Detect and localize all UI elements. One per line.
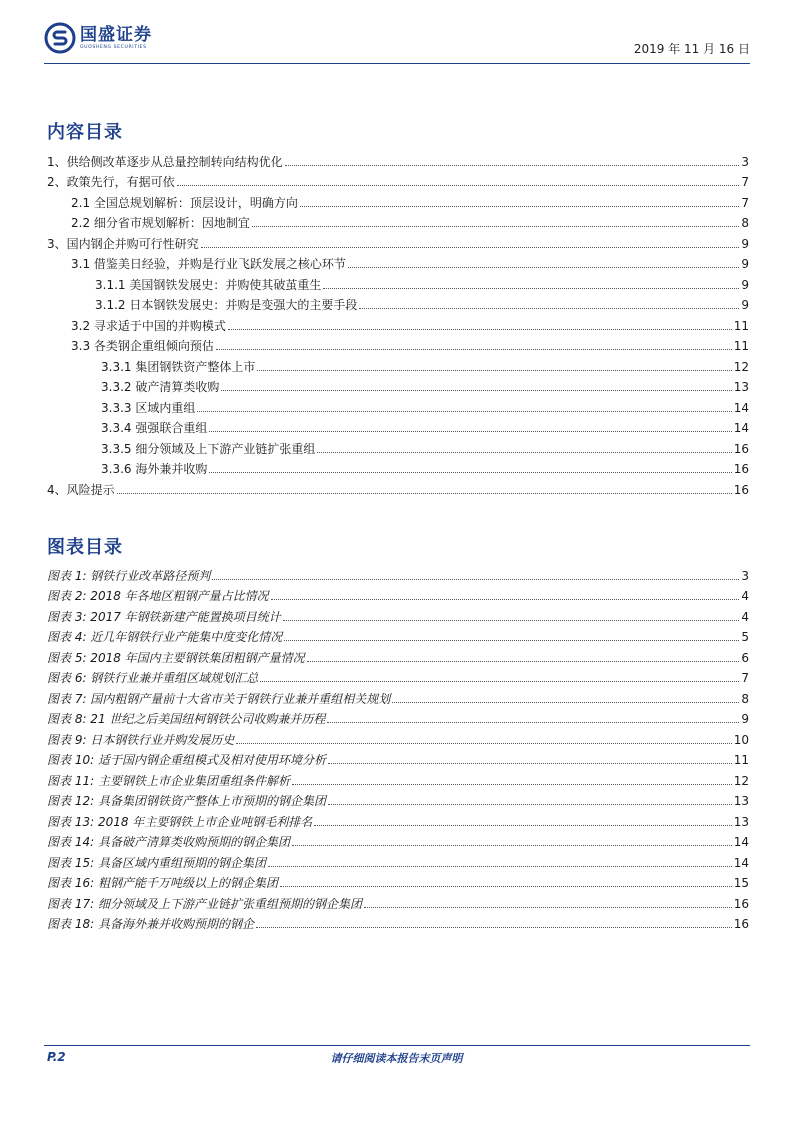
dot-leader bbox=[212, 579, 739, 580]
toc-entry-page: 7 bbox=[741, 195, 749, 210]
figure-entry-label: 图表 7: 国内粗钢产量前十大省市关于钢铁行业兼并重组相关规划 bbox=[47, 691, 391, 706]
figure-entry-label: 图表 11: 主要钢铁上市企业集团重组条件解析 bbox=[47, 773, 290, 788]
toc-entry-label: 3.2 寻求适于中国的并购模式 bbox=[71, 318, 226, 333]
toc-entry-label: 3.1.1 美国钢铁发展史：并购使其破茧重生 bbox=[95, 277, 322, 292]
toc-entry[interactable] bbox=[47, 292, 749, 313]
toc-entry[interactable] bbox=[47, 374, 749, 395]
dot-leader bbox=[348, 267, 739, 268]
toc-entry-page: 11 bbox=[733, 318, 749, 333]
figure-entry-page: 13 bbox=[733, 814, 749, 829]
dot-leader bbox=[328, 804, 732, 805]
dot-leader bbox=[283, 620, 740, 621]
figure-entry-label: 图表 2: 2018 年各地区粗钢产量占比情况 bbox=[47, 589, 269, 603]
toc-entry[interactable] bbox=[47, 394, 749, 415]
report-date: 2019 年 11 月 16 日 bbox=[633, 42, 750, 56]
dot-leader bbox=[292, 784, 732, 785]
figure-entry-label: 图表 8: 21 世纪之后美国纽柯钢铁公司收购兼并历程 bbox=[47, 712, 326, 726]
dot-leader bbox=[236, 743, 731, 744]
dot-leader bbox=[268, 866, 732, 867]
dot-leader bbox=[317, 452, 731, 453]
dot-leader bbox=[221, 390, 731, 391]
dot-leader bbox=[392, 702, 739, 703]
figure-entry[interactable] bbox=[47, 583, 749, 604]
toc-entry-label: 3.3.1 集团钢铁资产整体上市 bbox=[101, 359, 256, 374]
toc-entry-label: 2.1 全国总规划解析：顶层设计，明确方向 bbox=[71, 195, 298, 210]
toc-list bbox=[47, 148, 749, 497]
toc-entry[interactable] bbox=[47, 251, 749, 272]
dot-leader bbox=[285, 165, 740, 166]
figure-entry[interactable] bbox=[47, 685, 749, 706]
toc-entry-label: 3.1.2 日本钢铁发展史：并购是变强大的主要手段 bbox=[95, 298, 358, 312]
toc-entry-page: 8 bbox=[741, 216, 749, 230]
header-rule bbox=[44, 63, 750, 64]
figure-entry[interactable] bbox=[47, 562, 749, 583]
figure-entry[interactable] bbox=[47, 849, 749, 870]
figure-entry-page: 16 bbox=[733, 917, 749, 931]
logo-chinese-name: 国盛证券 bbox=[80, 24, 152, 45]
toc-entry-page: 9 bbox=[741, 277, 749, 292]
figure-entry-label: 图表 5: 2018 年国内主要钢铁集团粗钢产量情况 bbox=[47, 650, 305, 665]
toc-entry-page: 9 bbox=[741, 257, 749, 271]
toc-entry-page: 7 bbox=[741, 175, 749, 189]
dot-leader bbox=[252, 226, 739, 227]
toc-entry[interactable] bbox=[47, 312, 749, 333]
toc-entry[interactable] bbox=[47, 271, 749, 292]
toc-entry-label: 3.3.3 区域内重组 bbox=[101, 400, 196, 415]
figure-entry-label: 图表 16: 粗钢产能千万吨级以上的钢企集团 bbox=[47, 876, 278, 890]
figure-entry-page: 14 bbox=[733, 855, 749, 870]
toc-entry[interactable] bbox=[47, 189, 749, 210]
figure-entry[interactable] bbox=[47, 808, 749, 829]
figure-entry[interactable] bbox=[47, 603, 749, 624]
figure-entry-page: 8 bbox=[741, 691, 749, 706]
toc-entry-page: 9 bbox=[741, 298, 749, 312]
company-logo bbox=[44, 22, 152, 54]
toc-entry-page: 12 bbox=[733, 359, 749, 374]
figure-entry-label: 图表 13: 2018 年主要钢铁上市企业吨钢毛利排名 bbox=[47, 814, 313, 829]
dot-leader bbox=[197, 411, 731, 412]
dot-leader bbox=[323, 288, 739, 289]
dot-leader bbox=[280, 886, 732, 887]
toc-entry-label: 3.3.6 海外兼并收购 bbox=[101, 462, 208, 476]
figure-entry-label: 图表 1: 钢铁行业改革路径预判 bbox=[47, 568, 211, 583]
page-number: P.2 bbox=[47, 1050, 66, 1064]
toc-entry-page: 9 bbox=[741, 236, 749, 251]
figure-entry[interactable] bbox=[47, 767, 749, 788]
figure-entry-page: 11 bbox=[733, 753, 749, 767]
toc-entry-page: 13 bbox=[733, 380, 749, 394]
figure-entry-label: 图表 12: 具备集团钢铁资产整体上市预期的钢企集团 bbox=[47, 794, 326, 808]
toc-entry-page: 16 bbox=[733, 441, 749, 456]
figure-entry-page: 15 bbox=[733, 876, 749, 890]
figure-entry[interactable] bbox=[47, 890, 749, 911]
dot-leader bbox=[300, 206, 739, 207]
footer-disclaimer: 请仔细阅读本报告末页声明 bbox=[330, 1052, 463, 1065]
dot-leader bbox=[328, 763, 732, 764]
dot-leader bbox=[260, 681, 739, 682]
dot-leader bbox=[209, 472, 731, 473]
dot-leader bbox=[364, 907, 732, 908]
figure-entry-label: 图表 9: 日本钢铁行业并购发展历史 bbox=[47, 732, 235, 747]
toc-entry-page: 16 bbox=[733, 462, 749, 476]
dot-leader bbox=[271, 599, 740, 600]
dot-leader bbox=[292, 845, 732, 846]
toc-entry[interactable] bbox=[47, 415, 749, 436]
toc-entry[interactable] bbox=[47, 169, 749, 190]
figure-entry[interactable] bbox=[47, 788, 749, 809]
dot-leader bbox=[177, 185, 740, 186]
dot-leader bbox=[209, 431, 731, 432]
dot-leader bbox=[327, 722, 739, 723]
dot-leader bbox=[359, 308, 739, 309]
figure-entry[interactable] bbox=[47, 665, 749, 686]
logo-emblem-icon bbox=[44, 22, 76, 54]
toc-entry-label: 3.3 各类钢企重组倾向预估 bbox=[71, 339, 214, 353]
toc-entry-label: 2.2 细分省市规划解析：因地制宜 bbox=[71, 216, 250, 230]
figure-entry[interactable] bbox=[47, 726, 749, 747]
dot-leader bbox=[256, 927, 732, 928]
figure-entry[interactable] bbox=[47, 624, 749, 645]
dot-leader bbox=[117, 493, 732, 494]
figure-entry-page: 7 bbox=[741, 671, 749, 685]
dot-leader bbox=[216, 349, 732, 350]
toc-entry[interactable] bbox=[47, 210, 749, 231]
toc-entry[interactable] bbox=[47, 476, 749, 497]
toc-title: 内容目录 bbox=[47, 122, 123, 143]
toc-entry-label: 3、国内钢企并购可行性研究 bbox=[47, 236, 199, 251]
figure-entry-page: 4 bbox=[741, 589, 749, 603]
toc-entry-label: 3.3.5 细分领域及上下游产业链扩张重组 bbox=[101, 441, 316, 456]
toc-entry-label: 1、供给侧改革逐步从总量控制转向结构优化 bbox=[47, 154, 283, 169]
figure-list bbox=[47, 562, 749, 931]
figure-entry[interactable] bbox=[47, 706, 749, 727]
figures-title: 图表目录 bbox=[47, 537, 123, 558]
figure-entry[interactable] bbox=[47, 644, 749, 665]
toc-entry-label: 3.3.4 强强联合重组 bbox=[101, 421, 208, 435]
toc-entry[interactable] bbox=[47, 230, 749, 251]
figure-entry-page: 3 bbox=[741, 568, 749, 583]
figure-entry-page: 13 bbox=[733, 794, 749, 808]
toc-entry-label: 2、政策先行，有据可依 bbox=[47, 175, 175, 189]
figure-entry-label: 图表 6: 钢铁行业兼并重组区域规划汇总 bbox=[47, 671, 259, 685]
toc-entry-page: 3 bbox=[741, 154, 749, 169]
toc-entry[interactable] bbox=[47, 353, 749, 374]
toc-entry-label: 3.3.2 破产清算类收购 bbox=[101, 380, 220, 394]
dot-leader bbox=[257, 370, 731, 371]
dot-leader bbox=[228, 329, 732, 330]
figure-entry-page: 16 bbox=[733, 896, 749, 911]
toc-entry[interactable] bbox=[47, 435, 749, 456]
figure-entry[interactable] bbox=[47, 870, 749, 891]
figure-entry[interactable] bbox=[47, 911, 749, 932]
toc-entry-label: 3.1 借鉴美日经验，并购是行业飞跃发展之核心环节 bbox=[71, 257, 346, 271]
figure-entry-page: 9 bbox=[741, 712, 749, 726]
figure-entry-page: 5 bbox=[741, 630, 749, 644]
toc-entry-page: 11 bbox=[733, 339, 749, 353]
page-header bbox=[44, 20, 750, 62]
figure-entry-page: 14 bbox=[733, 835, 749, 849]
toc-entry-page: 14 bbox=[733, 421, 749, 435]
figure-entry-label: 图表 3: 2017 年钢铁新建产能置换项目统计 bbox=[47, 609, 281, 624]
toc-entry[interactable] bbox=[47, 148, 749, 169]
figure-entry[interactable] bbox=[47, 747, 749, 768]
toc-entry[interactable] bbox=[47, 333, 749, 354]
figure-entry-label: 图表 10: 适于国内钢企重组模式及相对使用环境分析 bbox=[47, 753, 326, 767]
dot-leader bbox=[284, 640, 739, 641]
toc-entry-label: 4、风险提示 bbox=[47, 482, 115, 497]
toc-entry[interactable] bbox=[47, 456, 749, 477]
figure-entry-label: 图表 17: 细分领域及上下游产业链扩张重组预期的钢企集团 bbox=[47, 896, 362, 911]
figure-entry-label: 图表 14: 具备破产清算类收购预期的钢企集团 bbox=[47, 835, 290, 849]
figure-entry-label: 图表 4: 近几年钢铁行业产能集中度变化情况 bbox=[47, 630, 283, 644]
figure-entry[interactable] bbox=[47, 829, 749, 850]
figure-entry-label: 图表 15: 具备区域内重组预期的钢企集团 bbox=[47, 855, 266, 870]
toc-entry-page: 14 bbox=[733, 400, 749, 415]
figure-entry-page: 12 bbox=[733, 773, 749, 788]
figure-entry-page: 6 bbox=[741, 650, 749, 665]
figure-entry-label: 图表 18: 具备海外兼并收购预期的钢企 bbox=[47, 917, 254, 931]
footer-rule bbox=[44, 1045, 750, 1046]
toc-entry-page: 16 bbox=[733, 482, 749, 497]
figure-entry-page: 4 bbox=[741, 609, 749, 624]
dot-leader bbox=[201, 247, 740, 248]
logo-english-name: GUOSHENG SECURITIES bbox=[80, 44, 147, 50]
dot-leader bbox=[307, 661, 740, 662]
dot-leader bbox=[314, 825, 731, 826]
figure-entry-page: 10 bbox=[733, 732, 749, 747]
